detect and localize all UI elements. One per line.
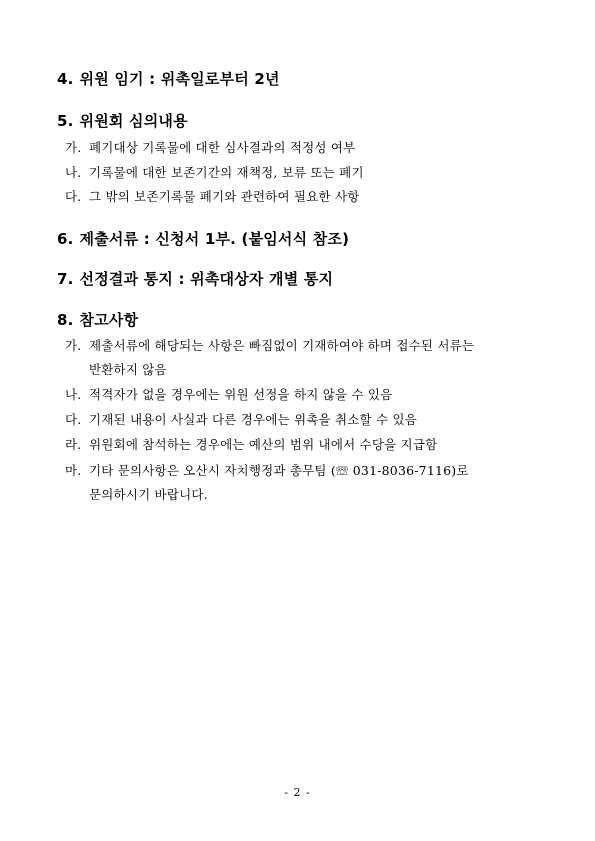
section-title: 위원 임기 : 위촉일로부터 2년 bbox=[79, 70, 280, 88]
section-number: 7. bbox=[57, 270, 74, 288]
section-number: 8. bbox=[57, 311, 74, 329]
section-title: 제출서류 : 신청서 1부. (붙임서식 참조) bbox=[79, 230, 350, 248]
list-marker: 가. bbox=[65, 140, 82, 155]
list-marker: 나. bbox=[65, 387, 82, 402]
list-item-text: 기록물에 대한 보존기간의 재책정, 보류 또는 폐기 bbox=[89, 165, 364, 180]
list-item bbox=[65, 336, 474, 354]
list-item bbox=[65, 385, 392, 403]
list-item-text: 폐기대상 기록물에 대한 심사결과의 적정성 여부 bbox=[89, 140, 356, 155]
section-6-heading bbox=[57, 228, 349, 249]
section-8-heading bbox=[57, 309, 138, 330]
section-5-heading bbox=[57, 110, 188, 131]
section-7-heading bbox=[57, 268, 333, 289]
list-item-text: 기타 문의사항은 오산시 자치행정과 총무팀 (☏ 031-8036-7116)로 bbox=[89, 463, 469, 478]
list-item bbox=[65, 163, 364, 181]
list-item-text: 그 밖의 보존기록물 폐기와 관련하여 필요한 사항 bbox=[89, 189, 360, 204]
page-number: - 2 - bbox=[284, 786, 311, 799]
section-number: 4. bbox=[57, 70, 74, 88]
list-item-text: 위원회에 참석하는 경우에는 예산의 범위 내에서 수당을 지급함 bbox=[89, 437, 438, 452]
list-marker: 다. bbox=[65, 412, 82, 427]
list-marker: 마. bbox=[65, 463, 82, 478]
section-number: 5. bbox=[57, 112, 74, 130]
list-marker: 나. bbox=[65, 165, 82, 180]
list-marker: 라. bbox=[65, 437, 82, 452]
list-marker: 다. bbox=[65, 189, 82, 204]
section-title: 위원회 심의내용 bbox=[79, 112, 188, 130]
section-4-heading bbox=[57, 68, 280, 89]
list-item-continuation: 반환하지 않음 bbox=[89, 362, 167, 377]
list-item-text: 제출서류에 해당되는 사항은 빠짐없이 기재하여야 하며 접수된 서류는 bbox=[89, 338, 475, 353]
list-item bbox=[65, 435, 437, 453]
section-title: 선정결과 통지 : 위촉대상자 개별 통지 bbox=[79, 270, 334, 288]
list-item bbox=[65, 187, 360, 205]
list-item bbox=[65, 461, 469, 479]
section-number: 6. bbox=[57, 230, 74, 248]
list-item-text: 기재된 내용이 사실과 다른 경우에는 위촉을 취소할 수 있음 bbox=[89, 412, 417, 427]
list-item bbox=[65, 410, 417, 428]
list-item-text: 적격자가 없을 경우에는 위원 선정을 하지 않을 수 있음 bbox=[89, 387, 393, 402]
list-marker: 가. bbox=[65, 338, 82, 353]
section-title: 참고사항 bbox=[79, 311, 139, 329]
list-item bbox=[65, 138, 355, 156]
list-item-continuation: 문의하시기 바랍니다. bbox=[89, 487, 208, 502]
